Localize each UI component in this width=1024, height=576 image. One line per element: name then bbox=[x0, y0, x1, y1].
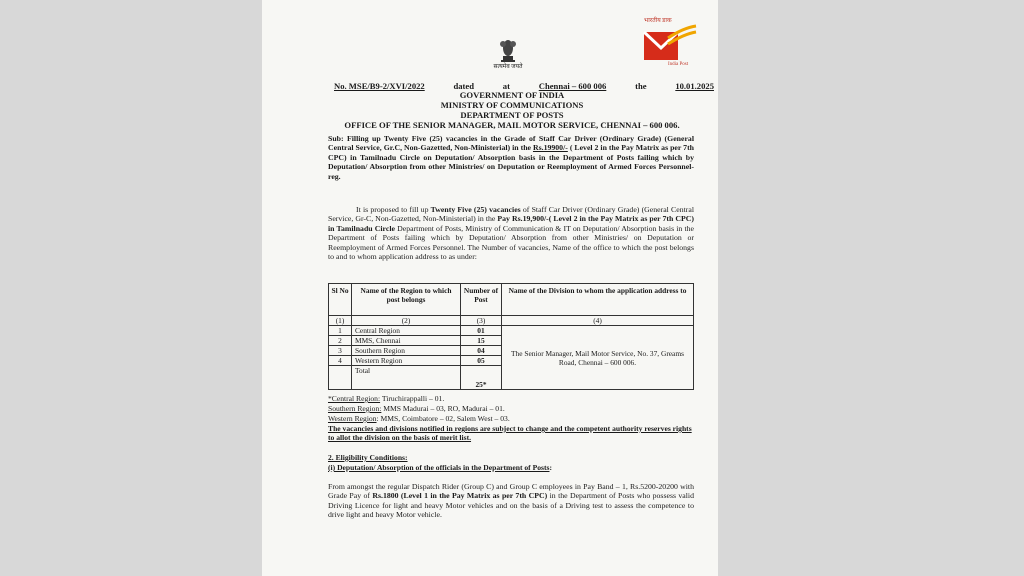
note-central: *Central Region: Tiruchirappalli – 01. bbox=[328, 394, 445, 403]
table-row bbox=[329, 326, 694, 336]
col-header-region: Name of the Region to which post belongs bbox=[352, 284, 461, 316]
row-sl: 2 bbox=[329, 336, 352, 346]
note-southern: Southern Region: MMS Madurai – 03, RO, Madurai – 01. bbox=[328, 404, 505, 413]
eligibility-paragraph: From amongst the regular Dispatch Rider (Group C) and Group C employees in Pay Band – 1, Rs.5200-20200 with Grade Pay of Rs.1800 (Level 1 in the Pay Matrix as per 7th CPC) in the Department of Posts who possess valid Driving Licence for light and heavy Motor vehicles and on the basis of a Driving test to assess the competence to drive light and heavy Motor vehicle. bbox=[328, 482, 694, 520]
row-number: 15 bbox=[461, 336, 502, 346]
eligibility-subheading: (i) Deputation/ Absorption of the officials in the Department of Posts: bbox=[328, 463, 553, 472]
ref-number: No. MSE/B9-2/XVI/2022 bbox=[334, 81, 425, 91]
row-region: MMS, Chennai bbox=[352, 336, 461, 346]
vacancy-table bbox=[328, 283, 694, 390]
row-region: Central Region bbox=[352, 326, 461, 336]
note-western: Western Region: MMS, Coimbatore – 02, Salem West – 03. bbox=[328, 414, 510, 423]
row-number: 05 bbox=[461, 356, 502, 366]
emblem-caption: सत्यमेव जयते bbox=[493, 64, 523, 70]
heading-line-4: OFFICE OF THE SENIOR MANAGER, MAIL MOTOR SERVICE, CHENNAI – 600 006. bbox=[344, 120, 680, 130]
heading-line-3: DEPARTMENT OF POSTS bbox=[460, 110, 564, 120]
vacancy-warning: The vacancies and divisions notified in regions are subject to change and the competent authority reserves rights to allot the division on the basis of merit list. bbox=[328, 424, 692, 442]
row-sl: 3 bbox=[329, 346, 352, 356]
row-region: Western Region bbox=[352, 356, 461, 366]
col-number: (1) bbox=[329, 316, 352, 326]
place: Chennai – 600 006 bbox=[538, 81, 607, 91]
col-number: (3) bbox=[461, 316, 502, 326]
division-address: The Senior Manager, Mail Motor Service, No. 37, Greams Road, Chennai – 600 006. bbox=[502, 326, 694, 390]
row-sl: 4 bbox=[329, 356, 352, 366]
total-value: 25* bbox=[461, 366, 502, 390]
row-number: 04 bbox=[461, 346, 502, 356]
col-number: (4) bbox=[502, 316, 694, 326]
the-label: the bbox=[635, 81, 647, 91]
row-number: 01 bbox=[461, 326, 502, 336]
dated-label: dated bbox=[453, 81, 475, 91]
document-page bbox=[262, 0, 718, 576]
row-region: Southern Region bbox=[352, 346, 461, 356]
col-header-number: Number of Post bbox=[461, 284, 502, 316]
logo-text-bottom: India Post bbox=[668, 62, 689, 67]
national-emblem-icon bbox=[494, 34, 522, 64]
subject-paragraph: Sub: Filling up Twenty Five (25) vacancies in the Grade of Staff Car Driver (Ordinary Grade) (General Central Service, Gr.C, Non-Gazetted, Non-Ministerial) in the Rs.19900/- ( Level 2 in the Pay Matrix as per 7th CPC) in Tamilnadu Circle on Deputation/ Absorption basis in the Department of Posts failing which by Deputation/ Absorption from other Ministries/ on Deputation or Reemployment of Armed Forces Personnel- reg. bbox=[328, 134, 694, 181]
at-label: at bbox=[502, 81, 510, 91]
col-header-sl: Sl No bbox=[329, 284, 352, 316]
heading-line-2: MINISTRY OF COMMUNICATIONS bbox=[440, 100, 584, 110]
date: 10.01.2025 bbox=[675, 81, 714, 91]
heading-line-1: GOVERNMENT OF INDIA bbox=[459, 90, 565, 100]
logo-text-top: भारतीय डाक bbox=[644, 18, 672, 24]
total-label: Total bbox=[352, 366, 461, 390]
col-header-division: Name of the Division to whom the application address to bbox=[502, 284, 694, 316]
eligibility-heading: 2. Eligibility Conditions: bbox=[328, 453, 408, 462]
col-number: (2) bbox=[352, 316, 461, 326]
body-paragraph: It is proposed to fill up Twenty Five (25) vacancies of Staff Car Driver (Ordinary Grade) (General Central Service, Gr-C, Non-Gazetted, Non-Ministerial) in the Pay Rs.19,900/-( Level 2 in the Pay Matrix as per 7th CPC) in Tamilnadu Circle Department of Posts, Ministry of Communication & IT on Deputation/ Absorption basis in the Department of Posts failing which by Deputation/ Absorption from other Ministries/ on Deputation or Reemployment of Armed Forces Personnel. The Number of vacancies, Name of the office to which the post belongs to and to whom application address to as under: bbox=[328, 205, 694, 262]
row-sl: 1 bbox=[329, 326, 352, 336]
